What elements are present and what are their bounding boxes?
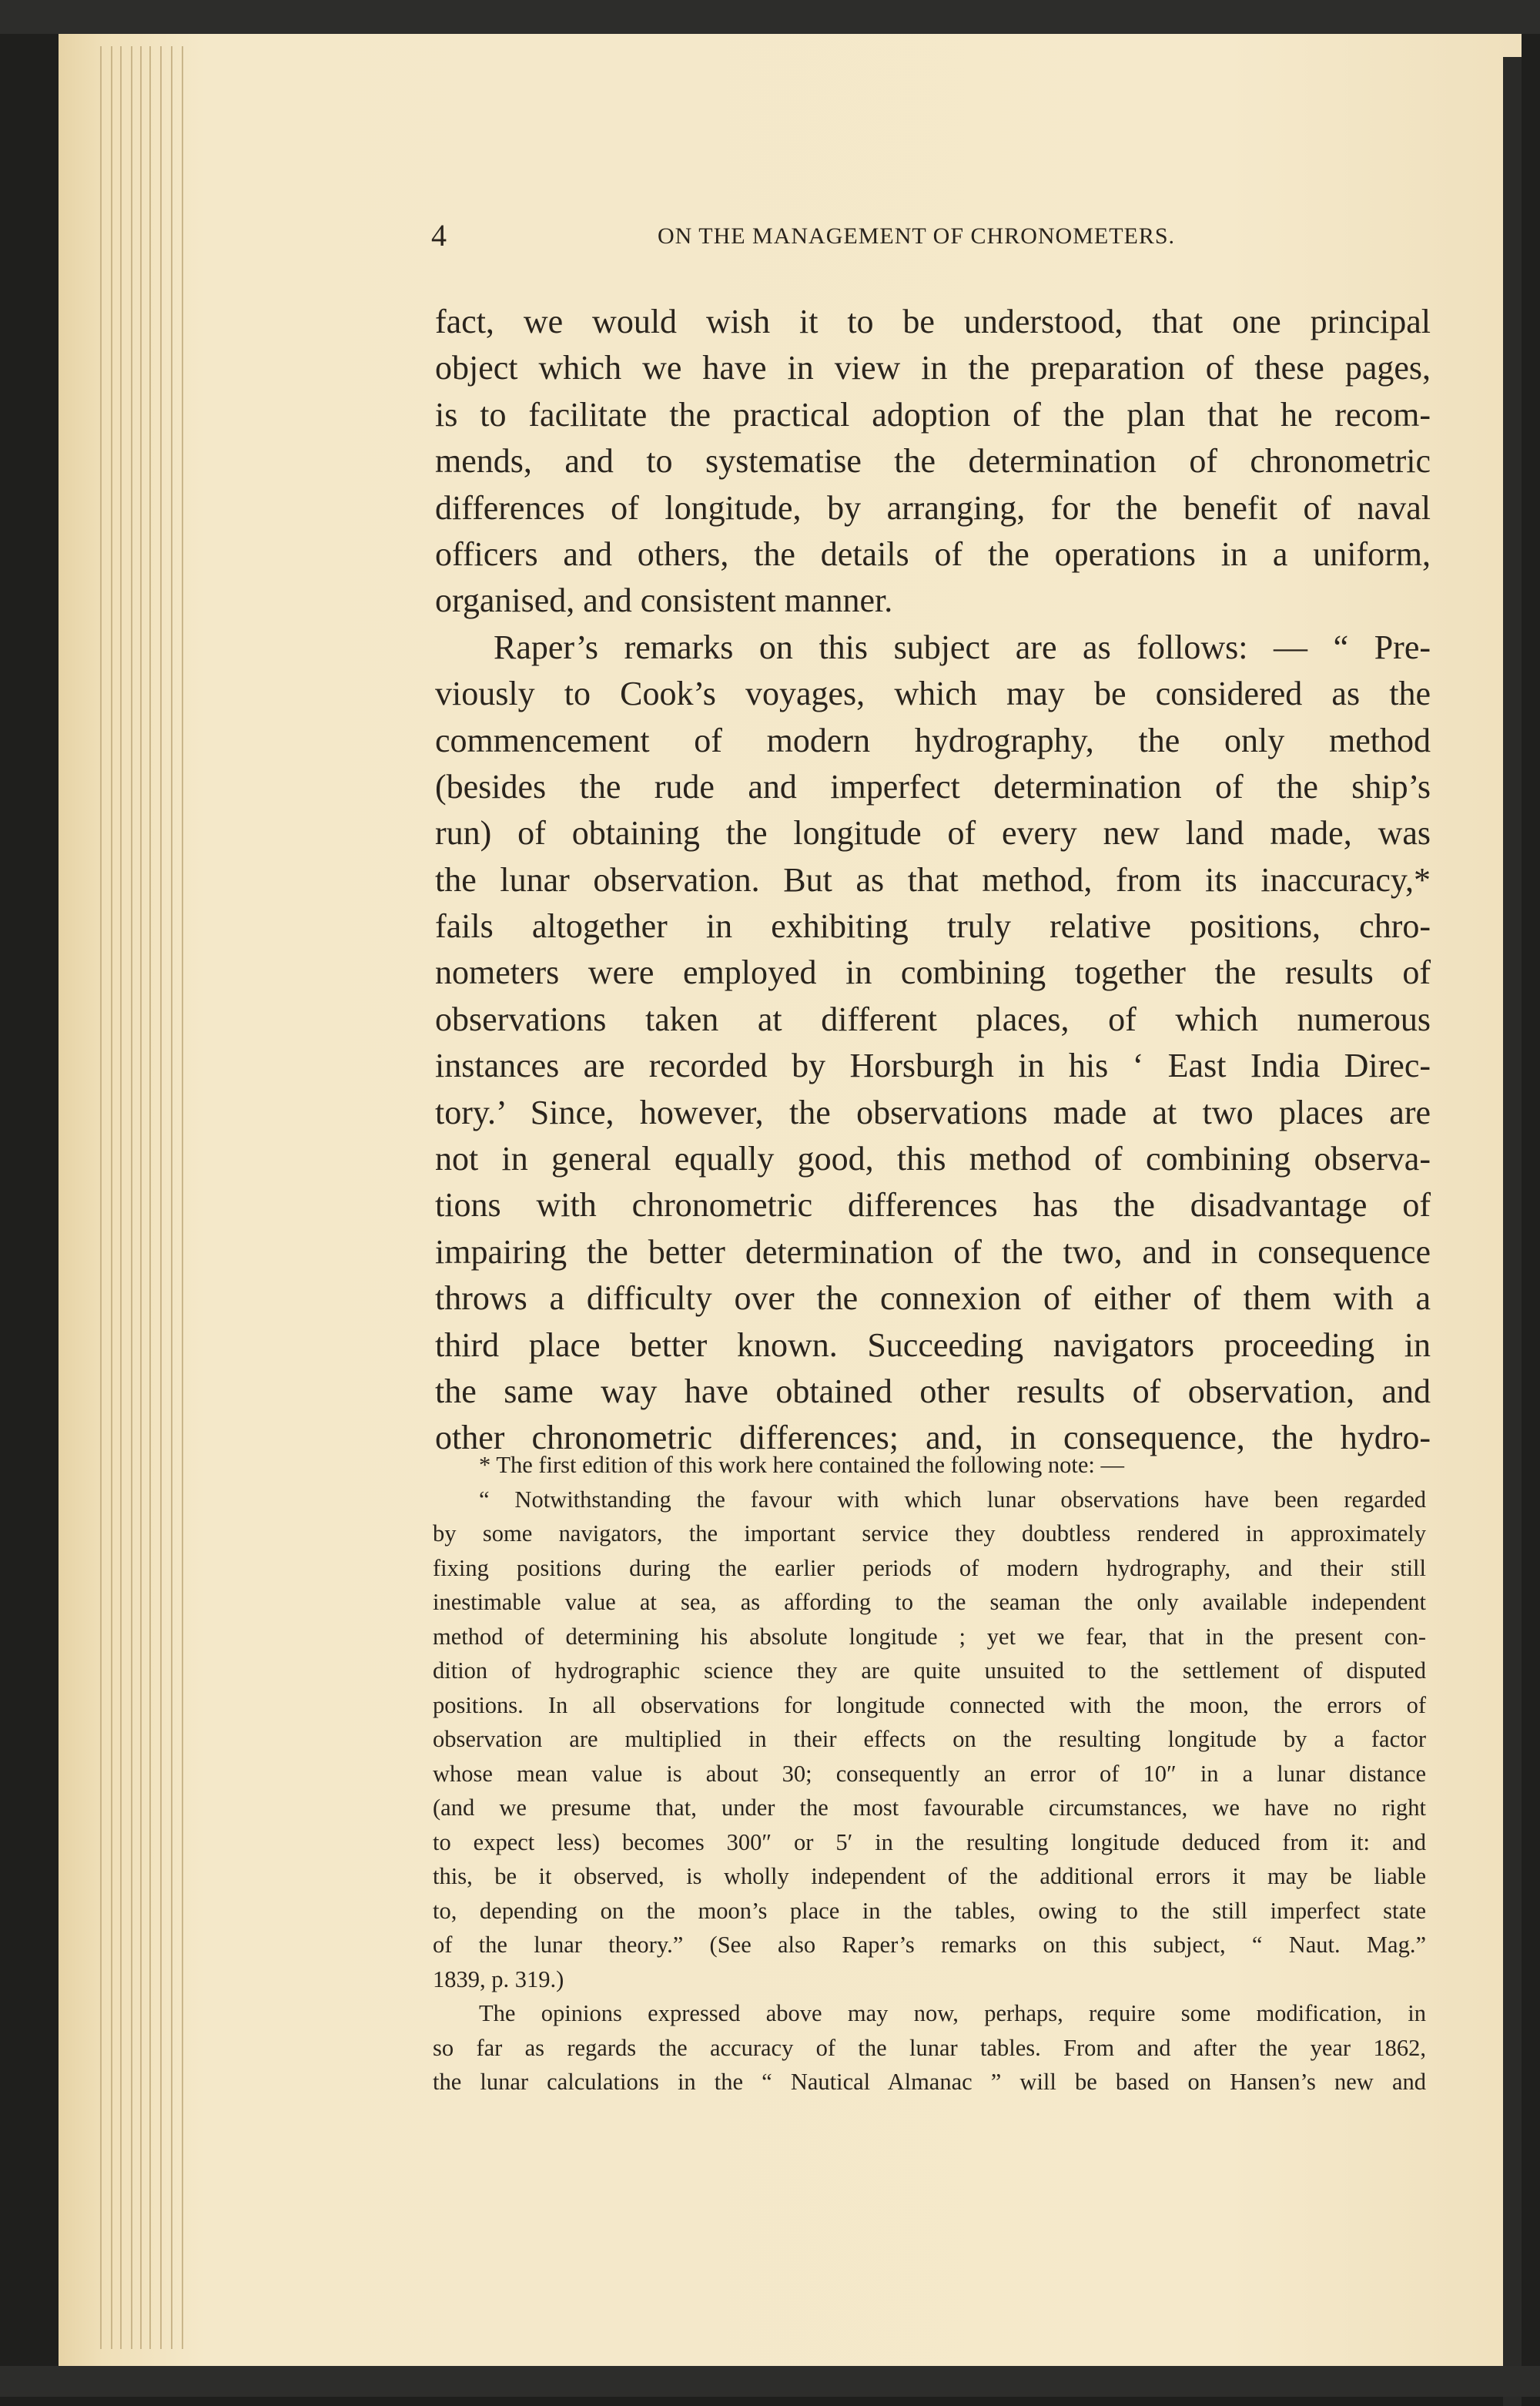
body-line: object which we have in view in the preparation of these pages, <box>435 349 1431 387</box>
page-edges <box>100 46 185 2349</box>
body-line: nometers were employed in combining together the results of <box>435 953 1431 992</box>
footnote-line: so far as regards the accuracy of the lunar tables. From and after the year 1862, <box>433 2034 1426 2061</box>
body-line: tory.’ Since, however, the observations made at two places are <box>435 1093 1431 1131</box>
body-line: the lunar observation. But as that method, from its inaccuracy,* <box>435 860 1431 899</box>
body-line: run) of obtaining the longitude of every new land made, was <box>435 814 1431 853</box>
footnote-line: to, depending on the moon’s place in the tables, owing to the still imperfect state <box>433 1897 1426 1924</box>
footnote <box>433 1448 1426 2099</box>
footnote-line: 1839, p. 319.) <box>433 1965 564 1992</box>
scan-bottom-border <box>0 2366 1540 2397</box>
body-line: Raper’s remarks on this subject are as follows: — “ Pre- <box>494 628 1431 666</box>
footnote-line: dition of hydrographic science they are quite unsuited to the settlement of disputed <box>433 1657 1426 1684</box>
body-line: other chronometric differences; and, in consequence, the hydro- <box>435 1419 1431 1457</box>
body-line: viously to Cook’s voyages, which may be considered as the <box>435 675 1431 713</box>
scan-top-border <box>0 0 1540 34</box>
binding-edge <box>1503 57 1522 2406</box>
footnote-line: fixing positions during the earlier periods of modern hydrography, and their still <box>433 1554 1426 1581</box>
footnote-line: inestimable value at sea, as affording to the seaman the only available independent <box>433 1589 1426 1615</box>
body-line: is to facilitate the practical adoption of the plan that he recom- <box>435 395 1431 434</box>
body-line: mends, and to systematise the determination of chronometric <box>435 442 1431 481</box>
body-line: (besides the rude and imperfect determination of the ship’s <box>435 767 1431 806</box>
footnote-line: * The first edition of this work here contained the following note: — <box>479 1452 1125 1478</box>
body-line: tions with chronometric differences has the disadvantage of <box>435 1186 1431 1225</box>
body-line: third place better known. Succeeding navigators proceeding in <box>435 1325 1431 1364</box>
body-line: organised, and consistent manner. <box>435 581 893 620</box>
page-number: 4 <box>431 218 447 253</box>
footnote-line: of the lunar theory.” (See also Raper’s remarks on this subject, “ Naut. Mag.” <box>433 1932 1426 1958</box>
body-line: throws a difficulty over the connexion of either of them with a <box>435 1279 1431 1318</box>
footnote-line: (and we presume that, under the most favourable circumstances, we have no right <box>433 1794 1426 1821</box>
footnote-line: whose mean value is about 30; consequently an error of 10″ in a lunar distance <box>433 1760 1426 1787</box>
body-line: fails altogether in exhibiting truly relative positions, chro- <box>435 907 1431 946</box>
footnote-line: the lunar calculations in the “ Nautical Almanac ” will be based on Hansen’s new and <box>433 2069 1426 2095</box>
footnote-line: “ Notwithstanding the favour with which lunar observations have been regarded <box>479 1486 1426 1513</box>
body-line: not in general equally good, this method of combining observa- <box>435 1140 1431 1178</box>
body-line: commencement of modern hydrography, the only method <box>435 721 1431 759</box>
running-title: ON THE MANAGEMENT OF CHRONOMETERS. <box>657 223 1176 249</box>
footnote-line: positions. In all observations for longitude connected with the moon, the errors of <box>433 1691 1426 1718</box>
body-line: fact, we would wish it to be understood, that one principal <box>435 303 1431 340</box>
footnote-line: this, be it observed, is wholly independent of the additional errors it may be liable <box>433 1863 1426 1889</box>
footnote-line: to expect less) becomes 300″ or 5′ in the resulting longitude deduced from it: and <box>433 1828 1426 1855</box>
body-line: differences of longitude, by arranging, for the benefit of naval <box>435 488 1431 527</box>
body-text <box>435 299 1431 1462</box>
body-line: officers and others, the details of the operations in a uniform, <box>435 534 1431 573</box>
body-line: impairing the better determination of the two, and in consequence <box>435 1232 1431 1271</box>
footnote-line: method of determining his absolute longitude ; yet we fear, that in the present con- <box>433 1623 1426 1650</box>
footnote-line: by some navigators, the important service they doubtless rendered in approximately <box>433 1520 1426 1546</box>
body-line: the same way have obtained other results of observation, and <box>435 1372 1431 1410</box>
footnote-line: observation are multiplied in their effects on the resulting longitude by a factor <box>433 1726 1426 1752</box>
footnote-line: The opinions expressed above may now, perhaps, require some modification, in <box>479 2000 1426 2026</box>
body-line: observations taken at different places, of which numerous <box>435 1000 1431 1038</box>
body-line: instances are recorded by Horsburgh in his ‘ East India Direc- <box>435 1047 1431 1085</box>
